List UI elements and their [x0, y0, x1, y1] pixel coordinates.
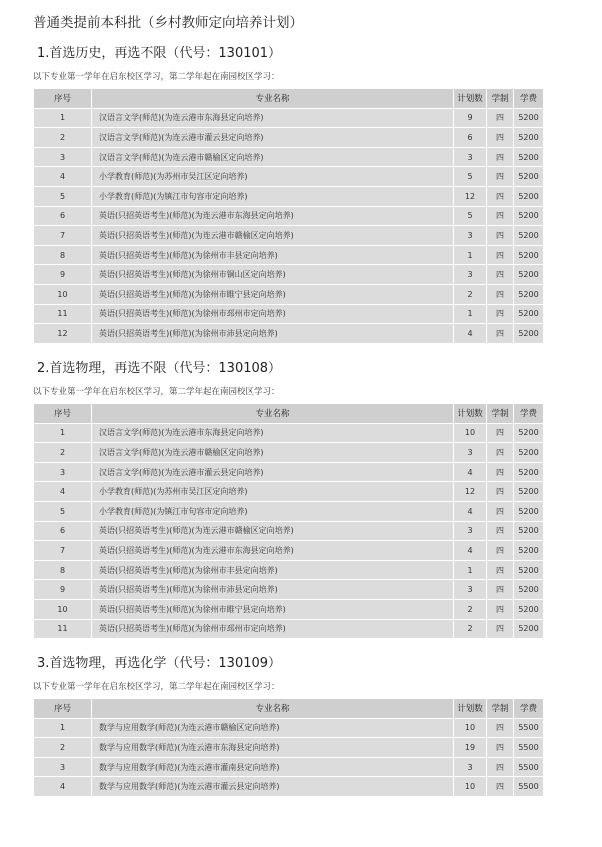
cell-fee: 5200: [514, 521, 544, 541]
header-fee: 学费: [514, 89, 544, 109]
cell-fee: 5200: [514, 462, 544, 482]
campus-note: 以下专业第一学年在启东校区学习，第二学年起在南园校区学习：: [33, 72, 280, 82]
campus-note: 以下专业第一学年在启东校区学习，第二学年起在南园校区学习：: [33, 682, 280, 692]
cell-seq: 11: [34, 619, 92, 639]
cell-years: 四: [487, 757, 514, 777]
cell-seq: 2: [34, 443, 92, 463]
header-name: 专业名称: [92, 699, 454, 719]
cell-years: 四: [487, 580, 514, 600]
cell-fee: 5200: [514, 619, 544, 639]
cell-seq: 2: [34, 128, 92, 148]
cell-years: 四: [487, 147, 514, 167]
cell-plan-count: 1: [454, 304, 487, 324]
header-seq: 序号: [34, 89, 92, 109]
cell-plan-count: 3: [454, 521, 487, 541]
cell-fee: 5500: [514, 718, 544, 738]
cell-plan-count: 3: [454, 147, 487, 167]
cell-plan-count: 19: [454, 738, 487, 758]
table-row: [34, 167, 544, 187]
table-row: [34, 462, 544, 482]
cell-seq: 5: [34, 501, 92, 521]
cell-major-name: 英语(只招英语考生)(师范)(为徐州市沛县定向培养): [92, 324, 454, 344]
cell-fee: 5200: [514, 560, 544, 580]
header-name: 专业名称: [92, 404, 454, 424]
cell-plan-count: 3: [454, 226, 487, 246]
cell-fee: 5200: [514, 108, 544, 128]
cell-seq: 3: [34, 757, 92, 777]
cell-years: 四: [487, 462, 514, 482]
cell-major-name: 汉语言文学(师范)(为连云港市东海县定向培养): [92, 423, 454, 443]
cell-seq: 10: [34, 599, 92, 619]
header-plan: 计划数: [454, 699, 487, 719]
cell-years: 四: [487, 284, 514, 304]
cell-years: 四: [487, 521, 514, 541]
header-years: 学制: [487, 89, 514, 109]
cell-major-name: 英语(只招英语考生)(师范)(为连云港市赣榆区定向培养): [92, 521, 454, 541]
cell-fee: 5200: [514, 580, 544, 600]
cell-years: 四: [487, 541, 514, 561]
cell-fee: 5200: [514, 128, 544, 148]
cell-fee: 5200: [514, 265, 544, 285]
cell-years: 四: [487, 599, 514, 619]
table-row: [34, 265, 544, 285]
cell-years: 四: [487, 777, 514, 797]
cell-seq: 1: [34, 108, 92, 128]
cell-seq: 6: [34, 521, 92, 541]
cell-major-name: 汉语言文学(师范)(为连云港市灌云县定向培养): [92, 462, 454, 482]
cell-fee: 5200: [514, 443, 544, 463]
cell-major-name: 汉语言文学(师范)(为连云港市赣榆区定向培养): [92, 443, 454, 463]
table-row: [34, 128, 544, 148]
cell-plan-count: 3: [454, 580, 487, 600]
campus-note: 以下专业第一学年在启东校区学习，第二学年起在南园校区学习：: [33, 387, 280, 397]
cell-years: 四: [487, 738, 514, 758]
cell-plan-count: 12: [454, 186, 487, 206]
cell-years: 四: [487, 245, 514, 265]
table-row: [34, 501, 544, 521]
table-row: [34, 186, 544, 206]
cell-years: 四: [487, 482, 514, 502]
cell-major-name: 英语(只招英语考生)(师范)(为徐州市睢宁县定向培养): [92, 599, 454, 619]
header-name: 专业名称: [92, 89, 454, 109]
cell-plan-count: 5: [454, 167, 487, 187]
cell-seq: 6: [34, 206, 92, 226]
table-row: [34, 560, 544, 580]
header-seq: 序号: [34, 404, 92, 424]
cell-seq: 4: [34, 482, 92, 502]
header-years: 学制: [487, 699, 514, 719]
cell-years: 四: [487, 718, 514, 738]
table-row: [34, 599, 544, 619]
table-row: [34, 521, 544, 541]
section-physics-any: [33, 359, 543, 639]
header-fee: 学费: [514, 404, 544, 424]
cell-major-name: 英语(只招英语考生)(师范)(为连云港市赣榆区定向培养): [92, 226, 454, 246]
cell-seq: 10: [34, 284, 92, 304]
cell-seq: 7: [34, 226, 92, 246]
cell-fee: 5500: [514, 738, 544, 758]
table-row: [34, 284, 544, 304]
cell-seq: 3: [34, 147, 92, 167]
cell-major-name: 英语(只招英语考生)(师范)(为徐州市丰县定向培养): [92, 245, 454, 265]
cell-major-name: 英语(只招英语考生)(师范)(为徐州市邳州市定向培养): [92, 304, 454, 324]
cell-major-name: 汉语言文学(师范)(为连云港市东海县定向培养): [92, 108, 454, 128]
table-row: [34, 304, 544, 324]
cell-fee: 5200: [514, 245, 544, 265]
cell-fee: 5200: [514, 423, 544, 443]
table-row: [34, 777, 544, 797]
cell-seq: 1: [34, 423, 92, 443]
cell-major-name: 英语(只招英语考生)(师范)(为连云港市东海县定向培养): [92, 541, 454, 561]
cell-plan-count: 10: [454, 423, 487, 443]
table-row: [34, 245, 544, 265]
cell-seq: 8: [34, 245, 92, 265]
cell-major-name: 小学教育(师范)(为苏州市吴江区定向培养): [92, 482, 454, 502]
cell-years: 四: [487, 167, 514, 187]
cell-years: 四: [487, 265, 514, 285]
section-heading: 3.首选物理，再选化学（代号：130109）: [37, 656, 282, 671]
table-row: [34, 206, 544, 226]
cell-plan-count: 4: [454, 501, 487, 521]
section-heading: 2.首选物理，再选不限（代号：130108）: [37, 361, 282, 376]
header-fee: 学费: [514, 699, 544, 719]
majors-table: [33, 698, 544, 797]
cell-seq: 9: [34, 265, 92, 285]
cell-major-name: 汉语言文学(师范)(为连云港市灌云县定向培养): [92, 128, 454, 148]
cell-fee: 5200: [514, 186, 544, 206]
cell-years: 四: [487, 128, 514, 148]
cell-plan-count: 1: [454, 560, 487, 580]
cell-major-name: 数学与应用数学(师范)(为连云港市灌南县定向培养): [92, 757, 454, 777]
cell-plan-count: 3: [454, 265, 487, 285]
cell-fee: 5200: [514, 147, 544, 167]
cell-plan-count: 12: [454, 482, 487, 502]
table-header-row: [34, 89, 544, 109]
table-row: [34, 580, 544, 600]
cell-fee: 5500: [514, 777, 544, 797]
cell-major-name: 英语(只招英语考生)(师范)(为徐州市邳州市定向培养): [92, 619, 454, 639]
table-row: [34, 482, 544, 502]
cell-major-name: 数学与应用数学(师范)(为连云港市赣榆区定向培养): [92, 718, 454, 738]
cell-plan-count: 3: [454, 443, 487, 463]
table-row: [34, 226, 544, 246]
cell-seq: 4: [34, 777, 92, 797]
majors-table: [33, 403, 544, 639]
cell-major-name: 汉语言文学(师范)(为连云港市赣榆区定向培养): [92, 147, 454, 167]
cell-seq: 9: [34, 580, 92, 600]
cell-fee: 5200: [514, 599, 544, 619]
cell-plan-count: 10: [454, 777, 487, 797]
page-title: 普通类提前本科批（乡村教师定向培养计划）: [33, 15, 303, 31]
cell-years: 四: [487, 560, 514, 580]
section-heading: 1.首选历史，再选不限（代号：130101）: [37, 46, 282, 61]
cell-major-name: 英语(只招英语考生)(师范)(为徐州市沛县定向培养): [92, 580, 454, 600]
cell-plan-count: 2: [454, 284, 487, 304]
cell-years: 四: [487, 108, 514, 128]
section-physics-chemistry: [33, 654, 543, 797]
cell-years: 四: [487, 324, 514, 344]
header-plan: 计划数: [454, 89, 487, 109]
cell-fee: 5200: [514, 284, 544, 304]
table-row: [34, 443, 544, 463]
cell-major-name: 小学教育(师范)(为苏州市吴江区定向培养): [92, 167, 454, 187]
cell-seq: 12: [34, 324, 92, 344]
cell-years: 四: [487, 186, 514, 206]
cell-fee: 5200: [514, 541, 544, 561]
header-plan: 计划数: [454, 404, 487, 424]
cell-years: 四: [487, 443, 514, 463]
table-row: [34, 423, 544, 443]
cell-fee: 5200: [514, 501, 544, 521]
cell-plan-count: 3: [454, 757, 487, 777]
cell-plan-count: 4: [454, 462, 487, 482]
cell-seq: 5: [34, 186, 92, 206]
cell-years: 四: [487, 226, 514, 246]
table-row: [34, 147, 544, 167]
cell-major-name: 数学与应用数学(师范)(为连云港市东海县定向培养): [92, 738, 454, 758]
cell-plan-count: 9: [454, 108, 487, 128]
cell-years: 四: [487, 619, 514, 639]
cell-seq: 7: [34, 541, 92, 561]
cell-fee: 5500: [514, 757, 544, 777]
cell-major-name: 英语(只招英语考生)(师范)(为徐州市铜山区定向培养): [92, 265, 454, 285]
table-row: [34, 619, 544, 639]
cell-plan-count: 6: [454, 128, 487, 148]
header-years: 学制: [487, 404, 514, 424]
cell-seq: 1: [34, 718, 92, 738]
cell-major-name: 小学教育(师范)(为镇江市句容市定向培养): [92, 501, 454, 521]
table-row: [34, 108, 544, 128]
cell-seq: 4: [34, 167, 92, 187]
majors-table: [33, 88, 544, 344]
cell-years: 四: [487, 423, 514, 443]
cell-major-name: 英语(只招英语考生)(师范)(为徐州市睢宁县定向培养): [92, 284, 454, 304]
cell-fee: 5200: [514, 304, 544, 324]
cell-years: 四: [487, 206, 514, 226]
cell-plan-count: 4: [454, 324, 487, 344]
table-row: [34, 718, 544, 738]
cell-plan-count: 5: [454, 206, 487, 226]
cell-fee: 5200: [514, 226, 544, 246]
cell-seq: 11: [34, 304, 92, 324]
cell-plan-count: 2: [454, 619, 487, 639]
cell-years: 四: [487, 501, 514, 521]
cell-years: 四: [487, 304, 514, 324]
cell-plan-count: 2: [454, 599, 487, 619]
cell-major-name: 数学与应用数学(师范)(为连云港市灌云县定向培养): [92, 777, 454, 797]
header-seq: 序号: [34, 699, 92, 719]
table-row: [34, 757, 544, 777]
cell-fee: 5200: [514, 167, 544, 187]
cell-seq: 8: [34, 560, 92, 580]
cell-plan-count: 10: [454, 718, 487, 738]
table-header-row: [34, 404, 544, 424]
cell-plan-count: 4: [454, 541, 487, 561]
cell-major-name: 英语(只招英语考生)(师范)(为徐州市丰县定向培养): [92, 560, 454, 580]
cell-seq: 2: [34, 738, 92, 758]
cell-fee: 5200: [514, 206, 544, 226]
table-row: [34, 324, 544, 344]
cell-major-name: 小学教育(师范)(为镇江市句容市定向培养): [92, 186, 454, 206]
cell-seq: 3: [34, 462, 92, 482]
cell-fee: 5200: [514, 324, 544, 344]
table-row: [34, 738, 544, 758]
cell-major-name: 英语(只招英语考生)(师范)(为连云港市东海县定向培养): [92, 206, 454, 226]
table-header-row: [34, 699, 544, 719]
cell-plan-count: 1: [454, 245, 487, 265]
cell-fee: 5200: [514, 482, 544, 502]
table-row: [34, 541, 544, 561]
section-history: [33, 44, 543, 344]
